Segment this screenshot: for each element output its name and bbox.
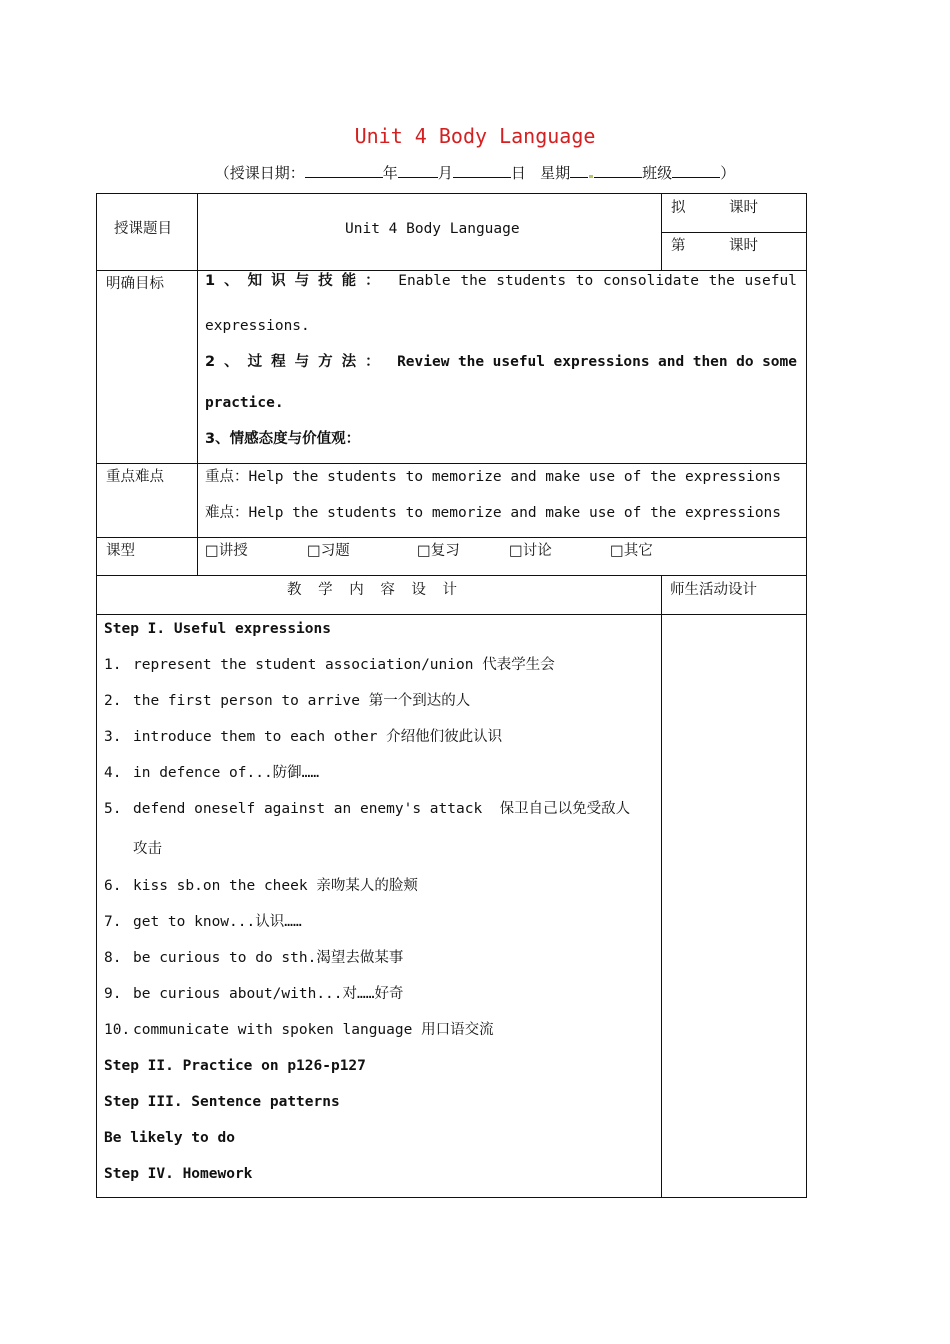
date-line [0, 162, 950, 183]
number-label: 第 [671, 238, 686, 254]
focus-point: 重点：Help the students to memorize and make use of the expressions [205, 469, 782, 485]
rule-row2 [97, 463, 806, 464]
lesson-type-label: 课型 [106, 543, 135, 559]
month-blank[interactable] [398, 163, 438, 178]
step-4-heading: Step IV. Homework [104, 1166, 253, 1182]
date-open: （授课日期： [214, 164, 305, 182]
objective-2-line [205, 352, 797, 372]
objective-2-word: useful [492, 354, 546, 370]
expression-item: the first person to arrive 第一个到达的人 [133, 693, 471, 709]
expression-item: communicate with spoken language 用口语交流 [133, 1022, 494, 1038]
class-blank[interactable] [672, 163, 720, 178]
objective-1-word: to [575, 273, 594, 289]
objective-1-word: the [460, 273, 487, 289]
objective-3-heading: 3、情感态度与价值观： [205, 431, 361, 447]
objectives-label: 明确目标 [106, 276, 164, 292]
step-2-heading: Step II. Practice on p126-p127 [104, 1058, 366, 1074]
lesson-type-discussion-checkbox[interactable]: □讨论 [509, 543, 552, 559]
mark-dot [589, 175, 593, 178]
objective-2-word: Review [397, 354, 450, 370]
objective-2-word: do [736, 354, 754, 370]
expression-item: get to know...认识…… [133, 914, 302, 930]
item-number: 6. [104, 878, 122, 894]
item-number: 1. [104, 657, 122, 673]
lesson-type-exercise-checkbox[interactable]: □习题 [307, 543, 350, 559]
activity-design-heading: 师生活动设计 [670, 582, 757, 598]
rule-row4 [97, 575, 806, 576]
objective-2-continuation: practice. [205, 395, 284, 411]
lesson-type-other-checkbox[interactable]: □其它 [610, 543, 653, 559]
topic-value: Unit 4 Body Language [345, 221, 520, 237]
objective-2-word: the [457, 354, 485, 370]
lesson-type-review-checkbox[interactable]: □复习 [417, 543, 460, 559]
step-3-heading: Step III. Sentence patterns [104, 1094, 340, 1110]
item-number: 10. [104, 1022, 131, 1038]
item-number: 9. [104, 986, 122, 1002]
objective-2-word: some [762, 354, 797, 370]
rule-label-column [197, 194, 198, 575]
week-blank-1[interactable] [570, 163, 588, 178]
expression-item: introduce them to each other 介绍他们彼此认识 [133, 729, 503, 745]
item-number: 3. [104, 729, 122, 745]
expression-item-continuation: 攻击 [133, 841, 162, 857]
objective-1-heading: 1、知识与技能： [205, 273, 389, 289]
difficulty-point: 难点：Help the students to memorize and make use of the expressions [205, 505, 782, 521]
expression-item: be curious about/with...对……好奇 [133, 986, 404, 1002]
week-blank-2[interactable] [594, 163, 642, 178]
item-number: 7. [104, 914, 122, 930]
expression-item: in defence of...防御…… [133, 765, 320, 781]
expression-item: be curious to do sth.渴望去做某事 [133, 950, 404, 966]
objective-1-word: students [496, 273, 567, 289]
expression-item: defend oneself against an enemy's attack 保卫自己以免受敌人 [133, 801, 631, 817]
item-number: 2. [104, 693, 122, 709]
rule-row3 [97, 537, 806, 538]
item-number: 4. [104, 765, 122, 781]
objective-1-word: useful [744, 273, 797, 289]
date-close: ） [720, 164, 736, 182]
day-label: 日 [510, 164, 526, 182]
expression-item: represent the student association/union 代表学生会 [133, 657, 555, 673]
day-blank[interactable] [453, 163, 511, 178]
lesson-type-lecture-checkbox[interactable]: □讲授 [205, 543, 248, 559]
week-label: 星期 [540, 164, 571, 182]
objective-1-line [205, 271, 797, 291]
content-design-heading: 教 学 内 容 设 计 [287, 582, 458, 598]
period-label: 课时 [729, 200, 758, 216]
rule-period-split [661, 232, 806, 233]
rule-row5 [97, 614, 806, 615]
item-number: 8. [104, 950, 122, 966]
year-label: 年 [382, 164, 398, 182]
month-label: 月 [437, 164, 453, 182]
lesson-plan-table [96, 193, 807, 1198]
proposed-label: 拟 [671, 200, 686, 216]
rule-activity-column [661, 575, 662, 1197]
objective-1-word: the [708, 273, 735, 289]
sentence-pattern: Be likely to do [104, 1130, 235, 1146]
objective-2-word: then [692, 354, 728, 370]
objective-1-word: Enable [398, 273, 451, 289]
key-points-label: 重点难点 [106, 469, 164, 485]
objective-2-word: and [658, 354, 685, 370]
document-title: Unit 4 Body Language [354, 124, 596, 148]
period-label-2: 课时 [729, 238, 758, 254]
objective-1-continuation: expressions. [205, 318, 310, 334]
item-number: 5. [104, 801, 122, 817]
rule-period-column [661, 194, 662, 270]
objective-2-word: expressions [553, 354, 650, 370]
expression-item: kiss sb.on the cheek 亲吻某人的脸颊 [133, 878, 418, 894]
topic-label: 授课题目 [114, 221, 172, 237]
objective-1-word: consolidate [602, 273, 699, 289]
step-1-heading: Step I. Useful expressions [104, 621, 331, 637]
date-blank[interactable] [305, 163, 383, 178]
class-label: 班级 [642, 164, 673, 182]
objective-2-heading: 2、过程与方法： [205, 354, 389, 370]
